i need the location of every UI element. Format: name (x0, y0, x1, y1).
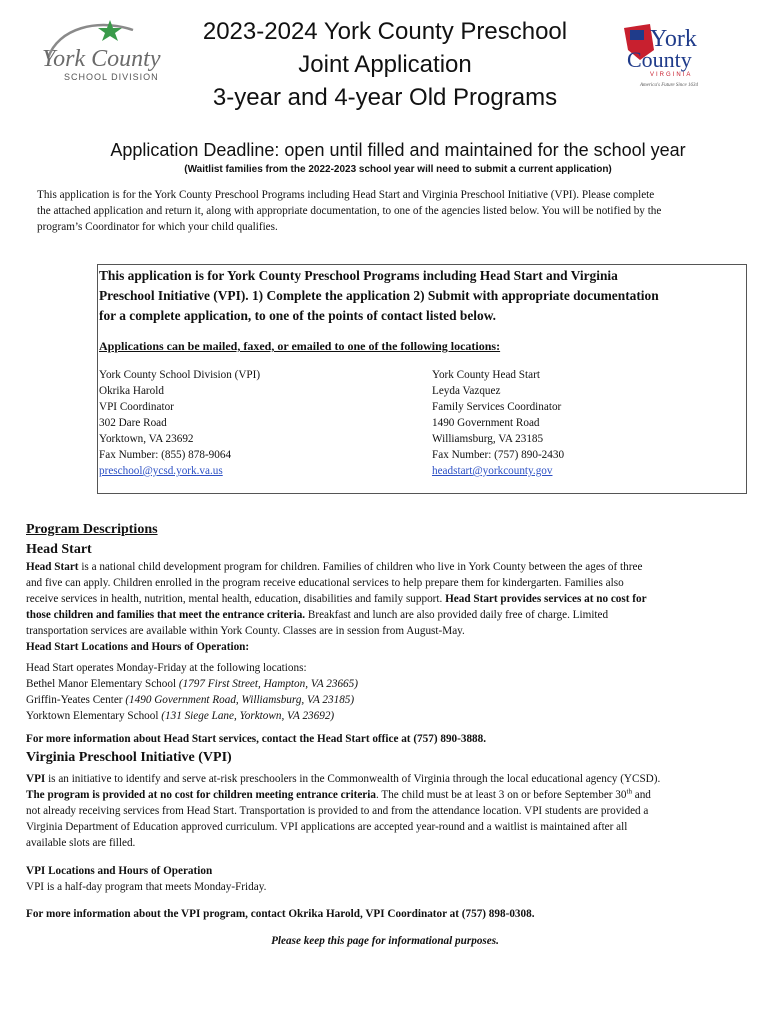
hs-desc-line-5: transportation services are available within York County. Classes are in session from August-May. (26, 625, 465, 637)
hs-email-link[interactable]: headstart@yorkcounty.gov (432, 465, 553, 477)
vpi-desc-line-2-end: and (631, 789, 651, 801)
hs-operates-text: Head Start operates Monday-Friday at the following locations: (26, 662, 307, 674)
yc-logo-york: York (650, 26, 697, 52)
hs-location-2-name: Griffin-Yeates Center (26, 694, 126, 706)
hs-desc-line-4: Breakfast and lunch are also provided daily free of charge. Limited (305, 609, 609, 621)
vpi-halfday-text: VPI is a half-day program that meets Monday-Friday. (26, 881, 267, 893)
vpi-street: 302 Dare Road (99, 417, 167, 429)
vpi-contact-name: Okrika Harold (99, 385, 164, 397)
vpi-desc-sup: th (626, 787, 632, 796)
intro-line-1: This application is for the York County Preschool Programs including Head Start and Virginia Preschool Initiative (VPI). Please complete (37, 189, 655, 201)
box-heading-line-1: This application is for York County Preschool Programs including Head Start and Virginia (99, 268, 618, 283)
yc-logo-virginia: VIRGINIA (650, 72, 693, 78)
box-heading-line-3: for a complete application, to one of the points of contact listed below. (99, 308, 496, 323)
vpi-heading: Virginia Preschool Initiative (VPI) (26, 750, 232, 765)
vpi-fax: Fax Number: (855) 878-9064 (99, 449, 232, 461)
hs-location-2-address: (1490 Government Road, Williamsburg, VA 23185) (125, 694, 355, 706)
vpi-desc-line-1: is an initiative to identify and serve at-risk preschoolers in the Commonwealth of Virginia through the local educational agency (YCSD). (45, 773, 661, 785)
hs-contact-info: For more information about Head Start services, contact the Head Start office at (757) 890-3888. (26, 733, 487, 745)
vpi-email-link[interactable]: preschool@ycsd.york.va.us (99, 465, 223, 477)
head-start-description (26, 559, 746, 655)
intro-line-2: the attached application and return it, along with appropriate documentation, to one of the agencies listed below. You will be notified by the (37, 205, 662, 217)
hs-street: 1490 Government Road (432, 417, 540, 429)
keep-page-note: Please keep this page for informational purposes. (271, 935, 499, 947)
ycsd-logo-graphic (38, 18, 173, 86)
vpi-contact-address (99, 367, 260, 479)
hs-contact-name: Leyda Vazquez (432, 385, 501, 397)
vpi-hours (26, 863, 746, 895)
headstart-contact-address (432, 367, 564, 479)
head-start-heading: Head Start (26, 542, 92, 557)
title-line-3: 3-year and 4-year Old Programs (212, 84, 558, 111)
yc-logo-county: County (627, 47, 692, 72)
hs-city: Williamsburg, VA 23185 (432, 433, 544, 445)
hs-org: York County Head Start (432, 369, 540, 381)
hs-desc-line-1: is a national child development program for children. Families of children who live in York County between the ages of three (78, 561, 643, 573)
hs-location-3-address: (131 Siege Lane, Yorktown, VA 23692) (161, 710, 335, 722)
application-deadline: Application Deadline: open until filled and maintained for the school year (110, 140, 686, 160)
york-county-logo-graphic (620, 20, 715, 90)
contact-box-heading (99, 266, 743, 326)
hs-hours-heading: Head Start Locations and Hours of Operation: (26, 641, 250, 653)
yc-logo-tagline: America's Future Since 1634 (640, 83, 698, 88)
contact-box-subheading: Applications can be mailed, faxed, or emailed to one of the following locations: (99, 339, 501, 353)
hs-desc-line-2: and five can apply. Children enrolled in the program receive educational services to help prepare them for kindergarten. Families also (26, 577, 624, 589)
vpi-city: Yorktown, VA 23692 (99, 433, 194, 445)
hs-location-3-name: Yorktown Elementary School (26, 710, 162, 722)
ycsd-logo-subtitle: SCHOOL DIVISION (64, 72, 159, 82)
page-title (175, 15, 595, 114)
intro-paragraph (37, 187, 747, 235)
hs-contact-role: Family Services Coordinator (432, 401, 562, 413)
vpi-desc-line-2: . The child must be at least 3 on or before September 30 (375, 789, 627, 801)
vpi-org: York County School Division (VPI) (99, 369, 261, 381)
hs-desc-line-3-bold: Head Start provides services at no cost for (445, 593, 647, 605)
intro-line-3: program’s Coordinator for which your child qualifies. (37, 221, 278, 233)
vpi-description (26, 771, 746, 851)
program-descriptions-heading: Program Descriptions (26, 522, 158, 537)
vpi-hours-heading: VPI Locations and Hours of Operation (26, 865, 213, 877)
vpi-term: VPI (26, 773, 46, 785)
york-county-logo (620, 20, 715, 90)
hs-desc-line-4-bold: those children and families that meet the entrance criteria. (26, 609, 306, 621)
ycsd-logo (38, 18, 173, 86)
hs-fax: Fax Number: (757) 890-2430 (432, 449, 565, 461)
title-line-2: Joint Application (298, 51, 472, 78)
vpi-desc-line-3: not already receiving services from Head Start. Transportation is provided to and from the attendance location. VPI students are provided a (26, 805, 649, 817)
hs-desc-line-3: receive services in health, nutrition, mental health, education, disabilities and family support. (26, 593, 446, 605)
head-start-locations (26, 660, 746, 724)
title-line-1: 2023-2024 York County Preschool (202, 18, 568, 45)
hs-location-1-address: (1797 First Street, Hampton, VA 23665) (178, 678, 358, 690)
box-heading-line-2: Preschool Initiative (VPI). 1) Complete the application 2) Submit with appropriate documentation (99, 288, 659, 303)
vpi-desc-line-2-bold: The program is provided at no cost for children meeting entrance criteria (26, 789, 376, 801)
vpi-desc-line-4: Virginia Department of Education approved curriculum. VPI applications are accepted year-round and a waitlist is maintained after all (26, 821, 628, 833)
vpi-contact-role: VPI Coordinator (99, 401, 174, 413)
ycsd-logo-name: York County (42, 46, 161, 72)
vpi-contact-info: For more information about the VPI program, contact Okrika Harold, VPI Coordinator at (757) 898-0308. (26, 908, 535, 920)
hs-location-1-name: Bethel Manor Elementary School (26, 678, 179, 690)
waitlist-note: (Waitlist families from the 2022-2023 school year will need to submit a current application) (184, 164, 612, 175)
vpi-desc-line-5: available slots are filled. (26, 837, 136, 849)
hs-term: Head Start (26, 561, 79, 573)
